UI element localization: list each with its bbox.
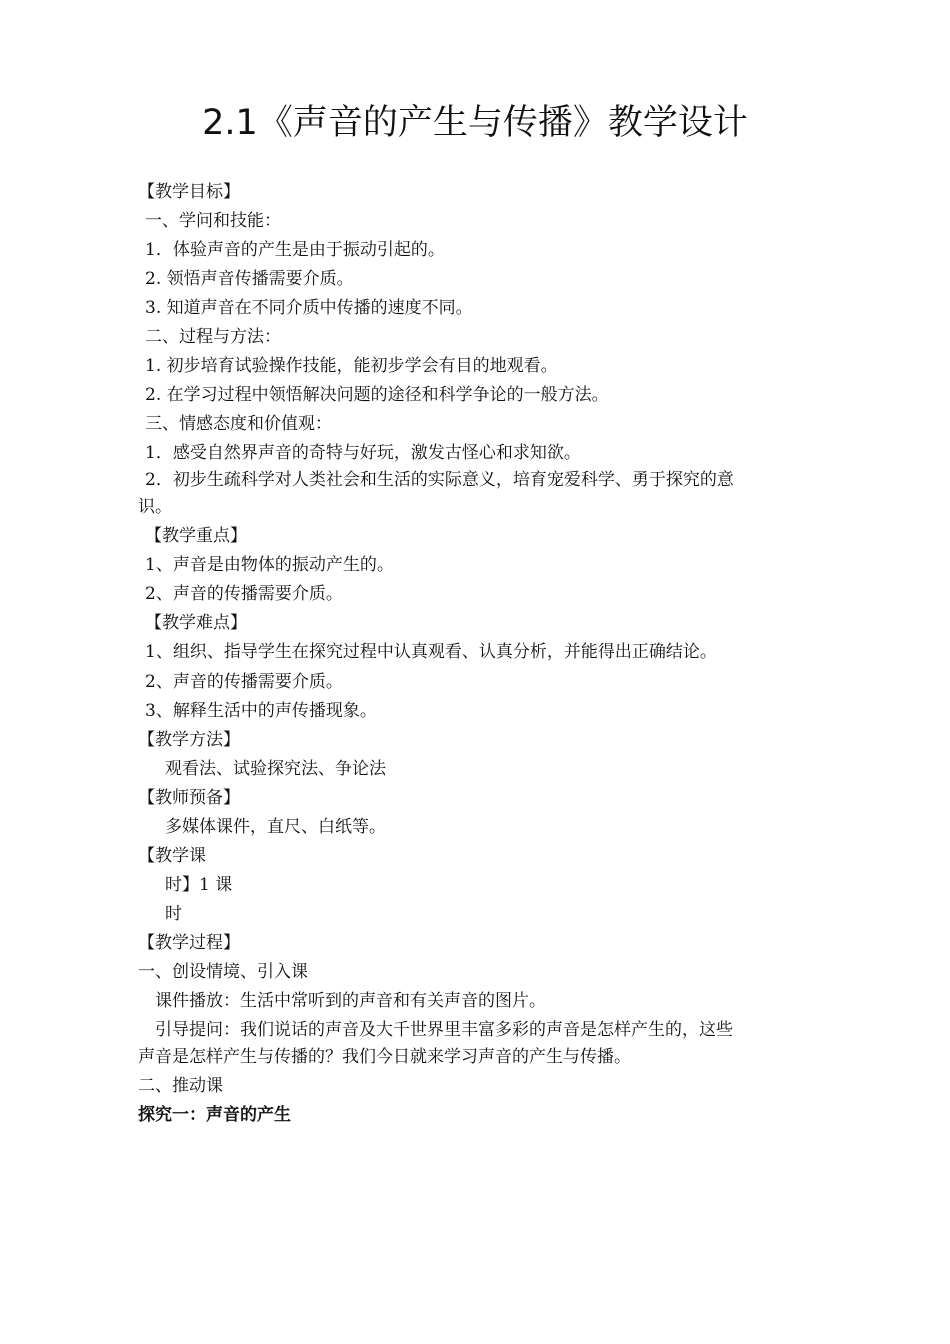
text-line: 课件播放：生活中常听到的声音和有关声音的图片。 [155,991,546,1011]
section-heading-preparation: 【教师预备】 [138,788,240,808]
section-heading-key-points: 【教学重点】 [145,526,247,546]
text-line: 2、声音的传播需要介质。 [145,672,343,692]
text-line: 识。 [138,497,172,517]
subheading-advance-lesson: 二、推动课 [138,1076,223,1096]
subheading-introduction: 一、创设情境、引入课 [138,962,308,982]
section-heading-methods: 【教学方法】 [138,730,240,750]
text-line: 引导提问：我们说话的声音及大千世界里丰富多彩的声音是怎样产生的，这些 [155,1020,733,1040]
text-line: 观看法、试验探究法、争论法 [165,759,386,779]
text-line: 2. 在学习过程中领悟解决问题的途径和科学争论的一般方法。 [145,385,609,405]
section-heading-process: 【教学过程】 [138,933,240,953]
text-line: 时 [165,904,182,924]
text-line: 2．初步生疏科学对人类社会和生活的实际意义，培育宠爱科学、勇于探究的意 [145,470,734,490]
text-line: 声音是怎样产生与传播的？我们今日就来学习声音的产生与传播。 [138,1047,631,1067]
text-line: 1．体验声音的产生是由于振动引起的。 [145,240,445,260]
text-line: 1、组织、指导学生在探究过程中认真观看、认真分析，并能得出正确结论。 [145,642,717,662]
text-line: 多媒体课件，直尺、白纸等。 [165,817,386,837]
subheading-knowledge-skills: 一、学问和技能： [145,211,281,231]
text-line: 3. 知道声音在不同介质中传播的速度不同。 [145,298,473,318]
subheading-emotions-values: 三、情感态度和价值观： [145,414,332,434]
text-line: 时】1 课 [165,875,233,895]
section-heading-objectives: 【教学目标】 [138,182,240,202]
text-line: 2. 领悟声音传播需要介质。 [145,269,354,289]
page-title: 2.1《声音的产生与传播》教学设计 [202,103,748,143]
subheading-process-methods: 二、过程与方法： [145,327,281,347]
text-line: 1. 初步培育试验操作技能，能初步学会有目的地观看。 [145,356,558,376]
subheading-exploration-one: 探究一：声音的产生 [138,1105,291,1125]
section-heading-class-hours: 【教学课 [138,846,206,866]
text-line: 1、声音是由物体的振动产生的。 [145,555,394,575]
text-line: 3、解释生活中的声传播现象。 [145,701,377,721]
section-heading-difficulties: 【教学难点】 [145,613,247,633]
text-line: 1．感受自然界声音的奇特与好玩，激发古怪心和求知欲。 [145,443,581,463]
text-line: 2、声音的传播需要介质。 [145,584,343,604]
